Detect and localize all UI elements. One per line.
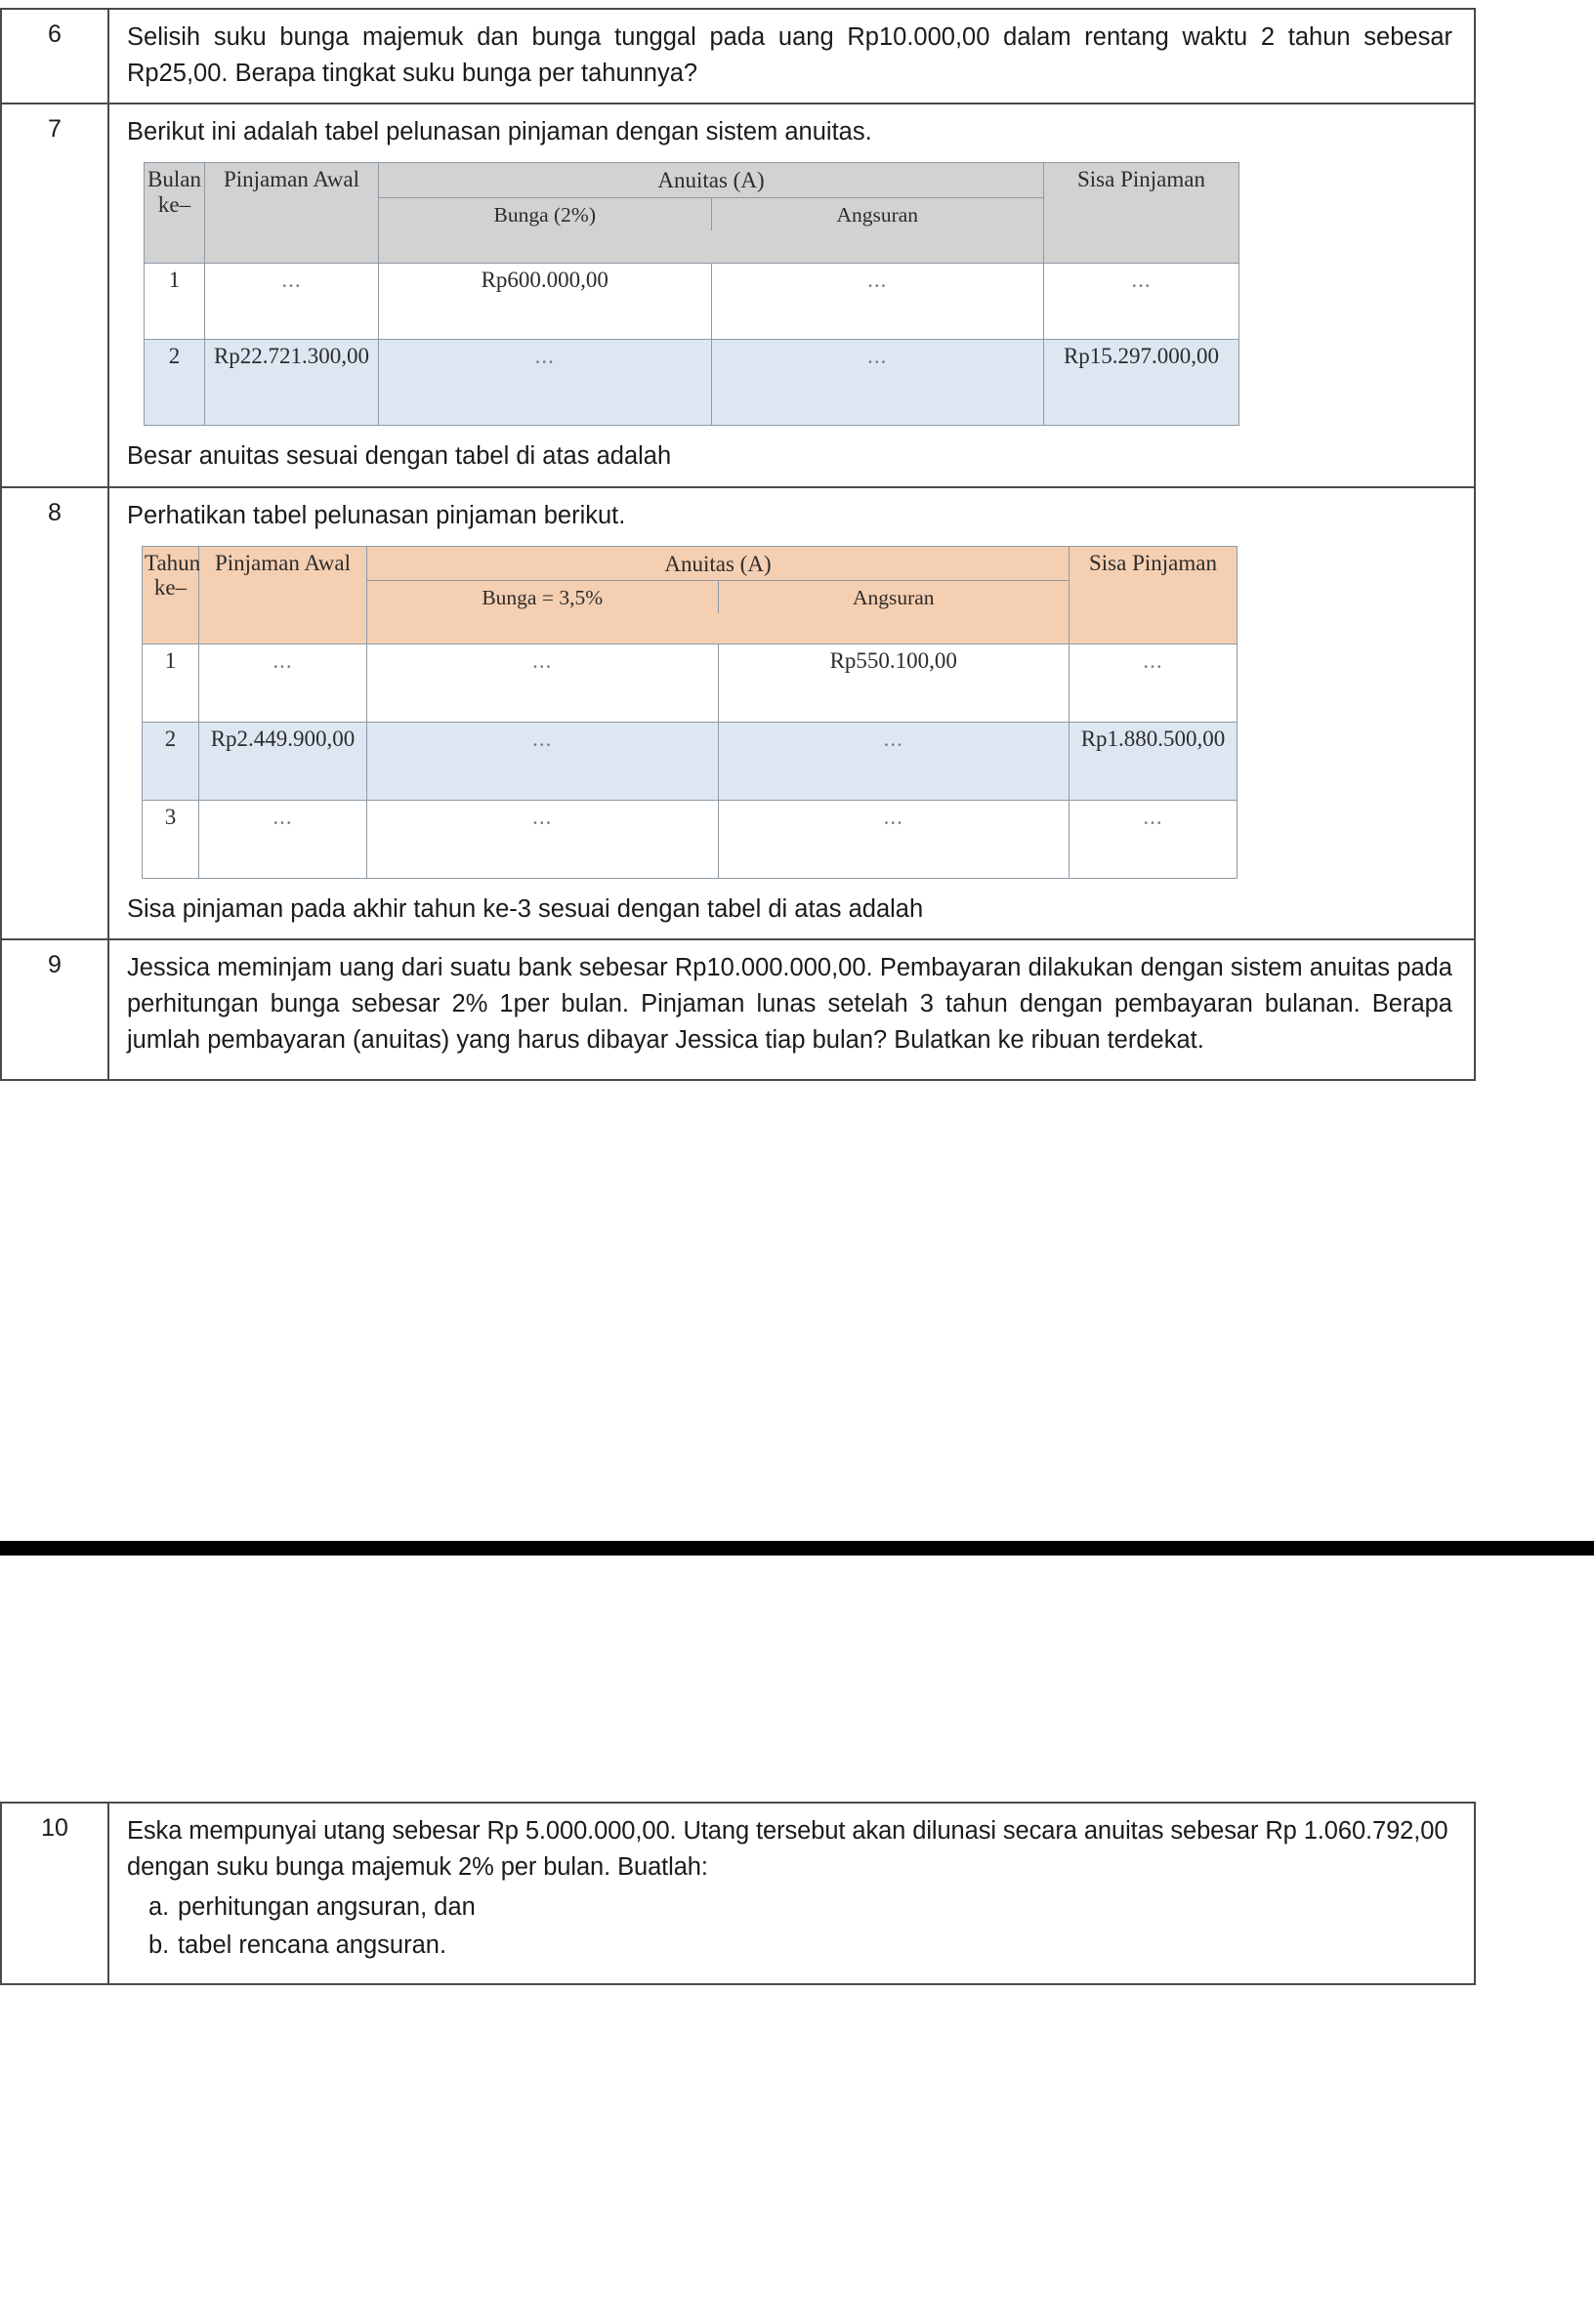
question-caption-7: Besar anuitas sesuai dengan tabel di atas adalah (127, 442, 672, 471)
question-table-top (0, 8, 1476, 1081)
header-bulan-line2: ke– (157, 191, 191, 217)
question-body-9 (108, 939, 1475, 1080)
header-angsuran: Angsuran (836, 202, 919, 227)
header-anuitas-title: Anuitas (A) (379, 163, 1043, 198)
table-header-row (145, 163, 1239, 264)
question-body-8 (108, 487, 1475, 939)
question-text-10: Eska mempunyai utang sebesar Rp 5.000.000,00. Utang tersebut akan dilunasi secara anuitas sebesar Rp 1.060.792,00 dengan suku bunga majemuk 2% per bulan. Buatlah: (127, 1817, 1448, 1881)
table-row (143, 722, 1237, 800)
cell-pinjaman-awal: Rp2.449.900,00 (199, 722, 367, 800)
cell-angsuran: ... (718, 722, 1070, 800)
table-row (1, 104, 1475, 486)
table-row (1, 9, 1475, 104)
table-row (1, 939, 1475, 1080)
cell-bulan: 2 (145, 340, 205, 426)
header-angsuran: Angsuran (852, 586, 935, 610)
header-bunga: Bunga = 3,5% (367, 581, 719, 613)
cell-sisa-pinjaman: ... (1044, 264, 1239, 340)
question-number-8: 8 (1, 487, 108, 939)
question-number-6: 6 (1, 9, 108, 104)
list-item-marker: a. (148, 1893, 170, 1922)
question-text-6: Selisih suku bunga majemuk dan bunga tunggal pada uang Rp10.000,00 dalam rentang waktu 2 tahun sebesar Rp25,00. Berapa tingkat suku bunga per tahunnya? (127, 23, 1452, 87)
question-table-bottom (0, 1802, 1476, 1985)
header-sisa-pinjaman: Sisa Pinjaman (1044, 163, 1239, 264)
table-row (145, 264, 1239, 340)
question-number-9: 9 (1, 939, 108, 1080)
question-number-10: 10 (1, 1803, 108, 1984)
table-row (145, 340, 1239, 426)
cell-angsuran: Rp550.100,00 (718, 643, 1070, 722)
header-bunga: Bunga (2%) (379, 198, 712, 230)
question-text-9: Jessica meminjam uang dari suatu bank sebesar Rp10.000.000,00. Pembayaran dilakukan dengan sistem anuitas pada perhitungan bunga sebesar 2% 1per bulan. Pinjaman lunas setelah 3 tahun dengan pembayaran bulanan. Berapa jumlah pembayaran (anuitas) yang harus dibayar Jessica tiap bulan? Bulatkan ke ribuan terdekat. (127, 954, 1452, 1054)
table-header-row (143, 546, 1237, 643)
header-bulan-line1: Bulan (147, 167, 201, 192)
header-pinjaman-awal: Pinjaman Awal (205, 163, 379, 264)
list-item (127, 1888, 1452, 1926)
cell-bunga: ... (379, 340, 712, 426)
cell-bunga: ... (367, 722, 719, 800)
question-body-6 (108, 9, 1475, 104)
cell-bulan: 1 (145, 264, 205, 340)
cell-pinjaman-awal: ... (199, 800, 367, 878)
header-tahun-line2: ke– (153, 575, 188, 601)
anuitas-table-q8 (142, 546, 1237, 879)
cell-pinjaman-awal: Rp22.721.300,00 (205, 340, 379, 426)
question-sublist-10 (127, 1888, 1452, 1964)
question-number-7: 7 (1, 104, 108, 486)
header-anuitas-group (379, 163, 1044, 264)
cell-bunga: Rp600.000,00 (379, 264, 712, 340)
question-caption-8: Sisa pinjaman pada akhir tahun ke-3 sesuai dengan tabel di atas adalah (127, 894, 924, 923)
question-intro-7: Berikut ini adalah tabel pelunasan pinjaman dengan sistem anuitas. (127, 118, 872, 146)
cell-sisa-pinjaman: Rp1.880.500,00 (1070, 722, 1237, 800)
question-body-7 (108, 104, 1475, 486)
anuitas-table-q7 (144, 162, 1239, 426)
header-pinjaman-awal: Pinjaman Awal (199, 546, 367, 643)
separator-bar (0, 1541, 1594, 1556)
list-item-label: tabel rencana angsuran. (178, 1930, 447, 1959)
cell-sisa-pinjaman: ... (1070, 643, 1237, 722)
header-anuitas-group (367, 546, 1070, 643)
table-row (143, 643, 1237, 722)
cell-bunga: ... (367, 643, 719, 722)
header-sisa-pinjaman: Sisa Pinjaman (1070, 546, 1237, 643)
header-anuitas-title: Anuitas (A) (367, 547, 1069, 582)
header-tahun-line1: Tahun (145, 550, 201, 575)
list-item-label: perhitungan angsuran, dan (178, 1893, 476, 1922)
table-row (1, 1803, 1475, 1984)
table-row (1, 487, 1475, 939)
cell-sisa-pinjaman: ... (1070, 800, 1237, 878)
question-body-10 (108, 1803, 1475, 1984)
cell-tahun: 1 (143, 643, 199, 722)
header-tahun-ke (143, 546, 199, 643)
question-intro-8: Perhatikan tabel pelunasan pinjaman berikut. (127, 501, 626, 529)
cell-bunga: ... (367, 800, 719, 878)
cell-angsuran: ... (711, 340, 1044, 426)
list-item-marker: b. (148, 1930, 170, 1959)
list-item (127, 1927, 1452, 1964)
cell-angsuran: ... (711, 264, 1044, 340)
cell-tahun: 2 (143, 722, 199, 800)
cell-pinjaman-awal: ... (205, 264, 379, 340)
cell-sisa-pinjaman: Rp15.297.000,00 (1044, 340, 1239, 426)
cell-tahun: 3 (143, 800, 199, 878)
table-row (143, 800, 1237, 878)
cell-pinjaman-awal: ... (199, 643, 367, 722)
header-bulan-ke (145, 163, 205, 264)
cell-angsuran: ... (718, 800, 1070, 878)
